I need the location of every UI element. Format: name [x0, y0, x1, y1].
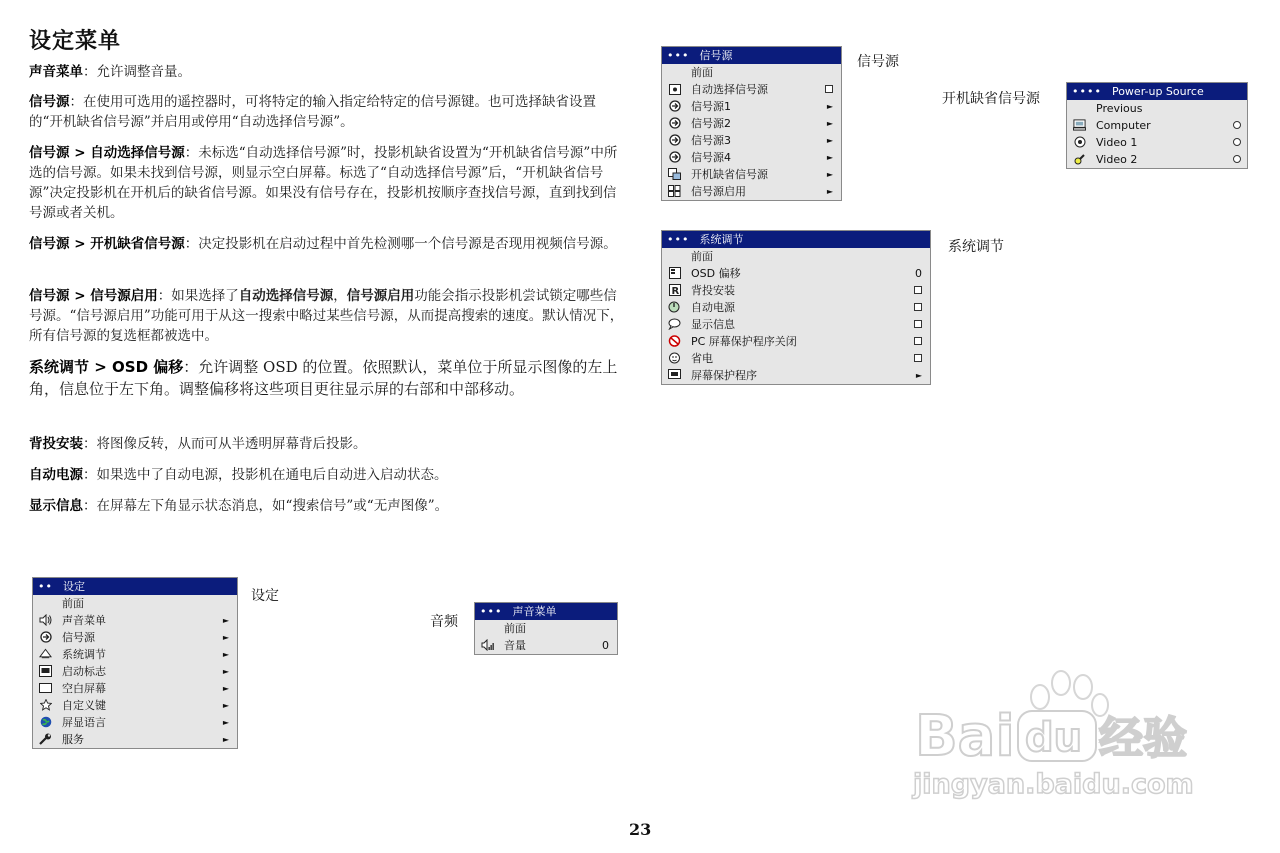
submenu-arrow-icon: ► [826, 153, 833, 162]
menu-radio[interactable] [1233, 155, 1241, 163]
menu-item-label: 自动电源 [691, 301, 735, 314]
menu-checkbox[interactable] [914, 337, 922, 345]
menu-header-dots: ••• [667, 49, 690, 62]
term-source-enable: 信号源 > 信号源启用 [29, 288, 158, 304]
svg-text:R: R [671, 286, 679, 296]
audio-menu-item[interactable] [475, 637, 617, 654]
paragraph-text: 未标选“自动选择信号源”时，投影机缺省设置为“开机缺省信号源”中所选的信号源。如果未找到信号源，则显示空白屏幕。标选了“自动选择信号源”后，“开机缺省信号源”决定投影机在开机后的缺省信号源。如果没有信号存在，投影机按顺序查找信号源，直到找到信号源或者关机。 [29, 145, 618, 221]
menu-item-label: Video 2 [1096, 153, 1138, 166]
settings-menu-item[interactable] [33, 612, 237, 629]
audio-menu-caption: 音频 [430, 614, 458, 630]
powerup-menu-caption: 开机缺省信号源 [942, 91, 1040, 107]
paragraph-rear-project: 背投安装：将图像反转，从而可从半透明屏幕背后投影。 [29, 436, 367, 452]
powerup-menu-item[interactable] [1067, 134, 1247, 151]
paragraph-text: 将图像反转，从而可从半透明屏幕背后投影。 [96, 436, 367, 452]
settings-menu-item[interactable] [33, 646, 237, 663]
system-menu-item[interactable] [662, 333, 930, 350]
paragraph-osd-offset: 系统调节 > OSD 偏移：允许调整 OSD 的位置。依照默认，菜单位于所显示图像的左上角，信息位于左下角。调整偏移将这些项目更往显示屏的右部和中部移动。 [29, 358, 618, 398]
audio-menu [474, 602, 618, 655]
term-source: 信号源 [29, 94, 70, 110]
system-menu-item[interactable] [662, 265, 930, 282]
menu-item-label: 信号源启用 [691, 185, 746, 198]
submenu-arrow-icon: ► [222, 616, 229, 625]
menu-checkbox[interactable] [914, 286, 922, 294]
settings-menu-caption: 设定 [251, 588, 279, 604]
source-menu-item[interactable] [662, 81, 841, 98]
menu-item-label: Computer [1096, 119, 1151, 132]
menu-item-label: 省电 [691, 352, 713, 365]
video2-icon [1073, 153, 1086, 165]
auto-power-icon [668, 301, 681, 313]
settings-menu [32, 577, 238, 749]
display-message-icon [668, 318, 681, 330]
page-number: 23 [629, 820, 652, 839]
computer-icon [1073, 119, 1086, 131]
term-auto-select: 信号源 > 自动选择信号源 [29, 145, 185, 161]
watermark-text: 经验 [1099, 713, 1187, 764]
menu-item-label: 前面 [691, 66, 713, 79]
menu-item-label: 空白屏幕 [62, 682, 106, 695]
menu-header-title: Power-up Source [1111, 85, 1204, 98]
menu-item-label: 前面 [62, 597, 84, 610]
term-display-message: 显示信息 [29, 498, 83, 514]
menu-item-label: 信号源3 [691, 134, 731, 147]
paragraph-startup-source: 信号源 > 开机缺省信号源：决定投影机在启动过程中首先检测哪一个信号源是否现用视频信号源。 [29, 236, 617, 252]
submenu-arrow-icon: ► [826, 136, 833, 145]
menu-checkbox[interactable] [825, 85, 833, 93]
menu-item-label: 音量 [504, 639, 526, 652]
wrench-icon [39, 733, 52, 745]
system-menu-item[interactable] [662, 316, 930, 333]
submenu-arrow-icon: ► [826, 102, 833, 111]
menu-header-title: 声音菜单 [512, 605, 557, 618]
paragraph-auto-power: 自动电源：如果选中了自动电源，投影机在通电后自动进入启动状态。 [29, 467, 448, 483]
submenu-arrow-icon: ► [826, 170, 833, 179]
source-menu-item[interactable] [662, 64, 841, 81]
star-icon [39, 699, 52, 711]
system-menu-caption: 系统调节 [948, 239, 1004, 255]
video-icon [1073, 136, 1086, 148]
startup-source-icon [668, 168, 681, 180]
submenu-arrow-icon: ► [222, 633, 229, 642]
menu-item-label: OSD 偏移 [691, 267, 741, 280]
system-menu-item[interactable] [662, 367, 930, 384]
baidu-jingyan-watermark [905, 665, 1205, 805]
source-icon [39, 631, 52, 643]
submenu-arrow-icon: ► [222, 701, 229, 710]
menu-item-value: 0 [915, 267, 922, 280]
menu-item-label: PC 屏幕保护程序关闭 [691, 335, 797, 348]
submenu-arrow-icon: ► [222, 650, 229, 659]
page-title: 设定菜单 [29, 29, 122, 54]
powerup-menu-item[interactable] [1067, 151, 1247, 168]
menu-item-label: Previous [1096, 102, 1143, 115]
menu-item-label: 系统调节 [62, 648, 106, 661]
submenu-arrow-icon: ► [222, 735, 229, 744]
paragraph-auto-select: 信号源 > 自动选择信号源：未标选“自动选择信号源”时，投影机缺省设置为“开机缺省信号源”中所选的信号源。如果未找到信号源，则显示空白屏幕。标选了“自动选择信号源”后，“开机缺省信号源”决定投影机在开机后的缺省信号源。如果没有信号存在，投影机按顺序查找信号源，直到找到信号源或者关机。 [29, 145, 618, 221]
watermark-brand: Bai [915, 704, 1015, 769]
submenu-arrow-icon: ► [222, 718, 229, 727]
blank-screen-icon [39, 682, 52, 694]
menu-radio[interactable] [1233, 121, 1241, 129]
source-menu-item[interactable] [662, 115, 841, 132]
settings-menu-item[interactable] [33, 680, 237, 697]
powerup-menu-item[interactable] [1067, 117, 1247, 134]
settings-menu-item[interactable] [33, 663, 237, 680]
paragraph-source-enable: 信号源 > 信号源启用：如果选择了自动选择信号源，信号源启用功能会指示投影机尝试锁定哪些信号源。“信号源启用”功能可用于从这一搜索中略过某些信号源，从而提高搜索的速度。默认情况下，所有信号源的复选框都被选中。 [29, 288, 624, 344]
watermark-url: jingyan.baidu.com [913, 769, 1194, 800]
volume-icon [481, 639, 494, 651]
source-menu-item[interactable] [662, 149, 841, 166]
rear-project-icon [668, 284, 681, 296]
system-menu-item[interactable] [662, 282, 930, 299]
source-menu [661, 46, 842, 201]
system-menu-header [662, 231, 930, 248]
source-icon [668, 134, 681, 146]
term-auto-power: 自动电源 [29, 467, 83, 483]
menu-item-label: Video 1 [1096, 136, 1138, 149]
screensaver-icon [668, 369, 681, 381]
source-icon [668, 151, 681, 163]
menu-item-label: 服务 [62, 733, 84, 746]
term-osd-offset: 系统调节 > OSD 偏移 [29, 358, 184, 376]
submenu-arrow-icon: ► [222, 684, 229, 693]
source-menu-item[interactable] [662, 183, 841, 200]
system-icon [39, 648, 52, 660]
menu-item-label: 声音菜单 [62, 614, 106, 627]
paragraph-text: 在屏幕左下角显示状态消息，如“搜索信号”或“无声图像”。 [96, 498, 449, 514]
term-audio-menu: 声音菜单 [29, 64, 83, 80]
system-menu-item[interactable] [662, 350, 930, 367]
menu-item-label: 信号源1 [691, 100, 731, 113]
audio-menu-item[interactable] [475, 620, 617, 637]
powerup-menu-item[interactable] [1067, 100, 1247, 117]
menu-item-label: 信号源2 [691, 117, 731, 130]
menu-item-label: 前面 [504, 622, 526, 635]
menu-item-label: 信号源 [62, 631, 95, 644]
menu-header-title: 设定 [62, 580, 85, 593]
source-menu-item[interactable] [662, 98, 841, 115]
settings-menu-header [33, 578, 237, 595]
menu-checkbox[interactable] [914, 354, 922, 362]
source-menu-item[interactable] [662, 132, 841, 149]
paragraph-text: 决定投影机在启动过程中首先检测哪一个信号源是否现用视频信号源。 [198, 236, 617, 252]
paragraph-text: 允许调整 OSD 的位置。依照默认，菜单位于所显示图像的左上角，信息位于左下角。调整偏移将这些项目更往显示屏的右部和中部移动。 [29, 358, 618, 398]
paragraph-display-message: 显示信息：在屏幕左下角显示状态消息，如“搜索信号”或“无声图像”。 [29, 498, 449, 514]
source-menu-item[interactable] [662, 166, 841, 183]
settings-menu-item[interactable] [33, 595, 237, 612]
settings-menu-item[interactable] [33, 697, 237, 714]
menu-header-title: 系统调节 [699, 233, 744, 246]
source-icon [668, 117, 681, 129]
term-rear-project: 背投安装 [29, 436, 83, 452]
submenu-arrow-icon: ► [826, 187, 833, 196]
speaker-icon [39, 614, 52, 626]
menu-header-dots: •••• [1072, 85, 1102, 98]
menu-header-dots: ••• [480, 605, 503, 618]
paragraph-text: 如果选中了自动电源，投影机在通电后自动进入启动状态。 [96, 467, 448, 483]
menu-item-label: 前面 [691, 250, 713, 263]
menu-item-label: 显示信息 [691, 318, 735, 331]
menu-radio[interactable] [1233, 138, 1241, 146]
system-menu-item[interactable] [662, 299, 930, 316]
powerup-menu-header [1067, 83, 1247, 100]
settings-menu-item[interactable] [33, 731, 237, 748]
menu-checkbox[interactable] [914, 303, 922, 311]
source-icon [668, 100, 681, 112]
paragraph-audio-menu: 声音菜单：允许调整音量。 [29, 64, 191, 80]
source-menu-header [662, 47, 841, 64]
paragraph-source: 信号源：在使用可选用的遥控器时，可将特定的输入指定给特定的信号源键。也可选择缺省设置的“开机缺省信号源”并启用或停用“自动选择信号源”。 [29, 94, 596, 130]
menu-item-label: 背投安装 [691, 284, 735, 297]
settings-menu-item[interactable] [33, 714, 237, 731]
globe-icon [39, 716, 52, 728]
settings-menu-item[interactable] [33, 629, 237, 646]
menu-header-dots: •• [38, 580, 53, 593]
menu-item-label: 信号源4 [691, 151, 731, 164]
paragraph-text: 在使用可选用的遥控器时，可将特定的输入指定给特定的信号源键。也可选择缺省设置的“开机缺省信号源”并启用或停用“自动选择信号源”。 [29, 94, 596, 130]
source-menu-caption: 信号源 [857, 54, 899, 70]
menu-item-label: 自动选择信号源 [691, 83, 768, 96]
menu-item-value: 0 [602, 639, 609, 652]
system-menu [661, 230, 931, 385]
menu-item-label: 自定义键 [62, 699, 106, 712]
submenu-arrow-icon: ► [222, 667, 229, 676]
system-menu-item[interactable] [662, 248, 930, 265]
osd-offset-icon [668, 267, 681, 279]
powerup-source-menu [1066, 82, 1248, 169]
menu-item-label: 屏显语言 [62, 716, 106, 729]
menu-header-title: 信号源 [699, 49, 733, 62]
menu-item-label: 屏幕保护程序 [691, 369, 757, 382]
menu-item-label: 开机缺省信号源 [691, 168, 768, 181]
pc-screensaver-off-icon [668, 335, 681, 347]
auto-select-icon [668, 83, 681, 95]
submenu-arrow-icon: ► [915, 371, 922, 380]
watermark-brand2: du [1025, 715, 1083, 761]
menu-item-label: 启动标志 [62, 665, 106, 678]
menu-header-dots: ••• [667, 233, 690, 246]
audio-menu-header [475, 603, 617, 620]
menu-checkbox[interactable] [914, 320, 922, 328]
startup-logo-icon [39, 665, 52, 677]
submenu-arrow-icon: ► [826, 119, 833, 128]
source-enable-icon [668, 185, 681, 197]
paragraph-text: 允许调整音量。 [96, 64, 191, 80]
power-save-icon [668, 352, 681, 364]
term-startup-source: 信号源 > 开机缺省信号源 [29, 236, 185, 252]
